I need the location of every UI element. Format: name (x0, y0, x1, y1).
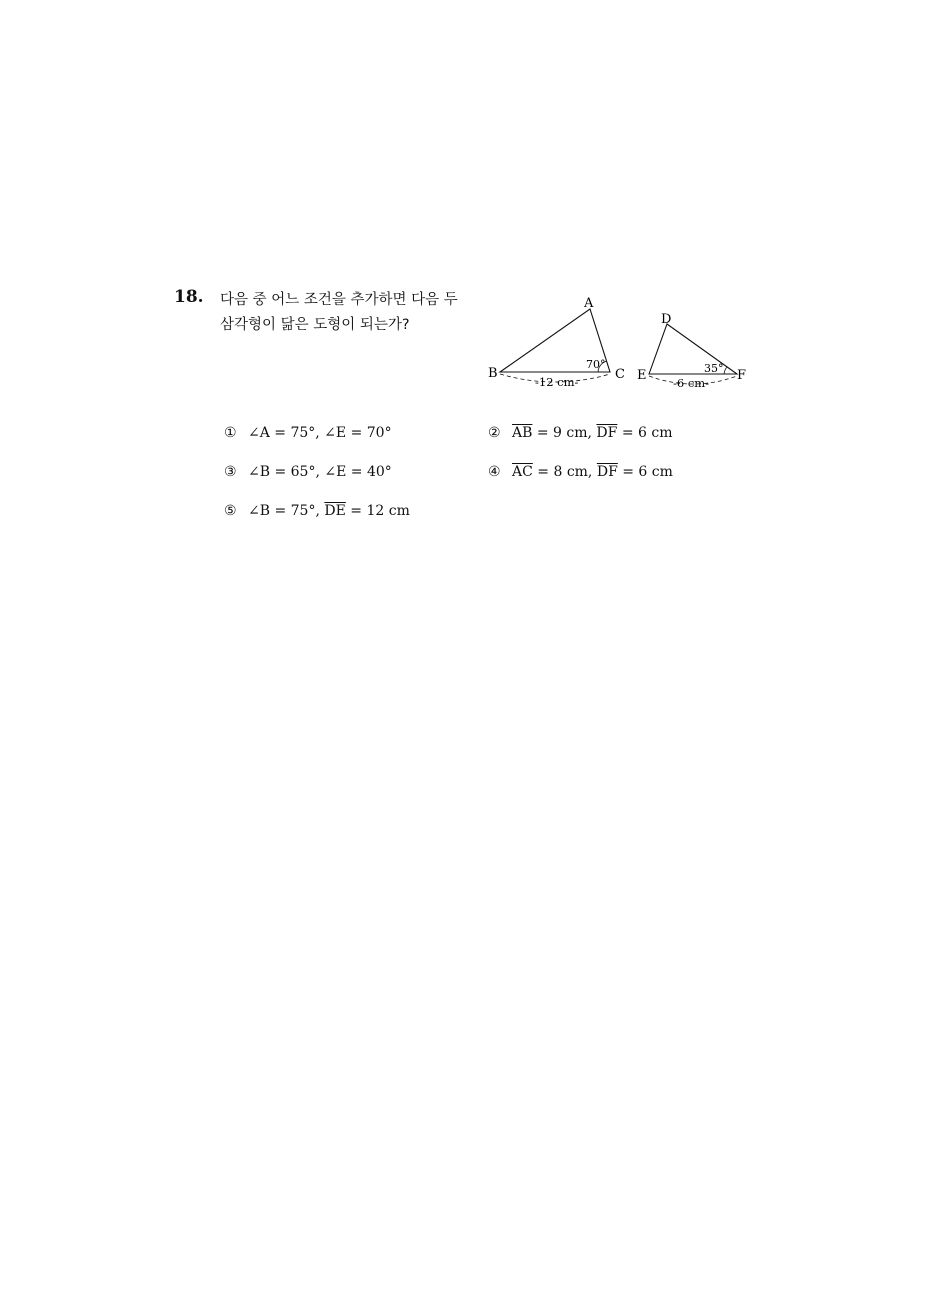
choice-5-text-a: ∠B = 75°, (248, 503, 325, 519)
vertex-c-label: C (615, 367, 625, 382)
question-stem (220, 288, 470, 338)
choice-5-segment-de: $\overline{DE}$ (324, 503, 346, 519)
vertex-d-label: D (661, 312, 672, 327)
triangle-def (649, 324, 737, 374)
stem-line-1: 다음 중 어느 조건을 추가하면 다음 두 (220, 292, 458, 308)
choice-5-text-b: = 12 cm (345, 503, 410, 519)
choice-3[interactable] (224, 464, 392, 480)
choice-2-segment-df: $\overline{DF}$ (596, 425, 618, 441)
question-number: 18. (174, 287, 204, 307)
choice-4-text-b: = 6 cm (617, 464, 673, 480)
side-bc-label: -12 cm- (535, 375, 579, 389)
choice-5[interactable] (224, 503, 410, 519)
angle-c-label: 70° (586, 358, 606, 371)
vertex-e-label: E (637, 368, 647, 383)
choice-2-segment-ab: $\overline{AB}$ (512, 425, 533, 441)
choice-1[interactable] (224, 425, 392, 441)
angle-f-arc (724, 367, 727, 374)
stem-line-2: 삼각형이 닮은 도형이 되는가? (220, 317, 410, 333)
choice-2[interactable] (488, 425, 672, 441)
choice-2-number: ② (488, 425, 501, 441)
angle-f-label: 35° (704, 362, 724, 375)
choice-1-text: ∠A = 75°, ∠E = 70° (248, 425, 392, 441)
choice-4[interactable] (488, 464, 673, 480)
choice-4-segment-df: $\overline{DF}$ (596, 464, 618, 480)
vertex-a-label: A (584, 296, 594, 311)
choice-2-text-b: = 6 cm (617, 425, 673, 441)
choice-5-number: ⑤ (224, 503, 237, 519)
choice-4-segment-ac: $\overline{AC}$ (512, 464, 533, 480)
choice-4-number: ④ (488, 464, 501, 480)
side-ef-label: -6 cm- (673, 376, 710, 390)
vertex-f-label: F (737, 368, 747, 383)
choice-2-text-a: = 9 cm, (532, 425, 597, 441)
choice-4-text-a: = 8 cm, (532, 464, 597, 480)
choice-3-number: ③ (224, 464, 237, 480)
triangles-figure (480, 290, 760, 400)
choice-3-text: ∠B = 65°, ∠E = 40° (248, 464, 392, 480)
choice-1-number: ① (224, 425, 237, 441)
vertex-b-label: B (488, 366, 498, 381)
